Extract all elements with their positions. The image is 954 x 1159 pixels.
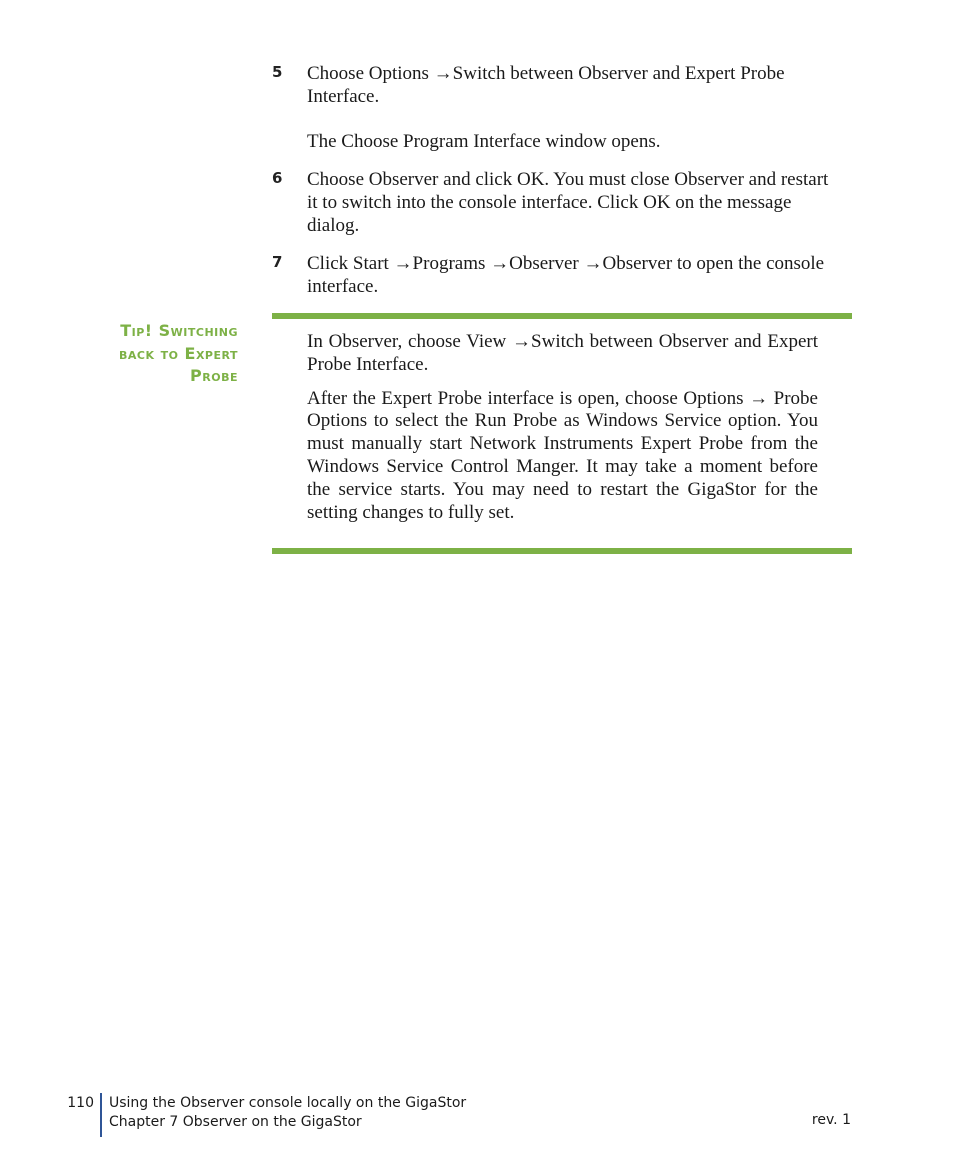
tip-bottom-rule <box>272 548 852 554</box>
tip-heading <box>60 320 238 388</box>
footer-divider <box>100 1093 102 1137</box>
tip-heading-line: Probe <box>190 366 238 385</box>
step-body <box>307 168 832 237</box>
revision-label: rev. 1 <box>811 1112 851 1128</box>
step-number: 7 <box>272 253 283 271</box>
tip-top-rule <box>272 313 852 319</box>
tip-heading-line: back to Expert <box>119 343 238 363</box>
page-footer <box>0 1093 954 1138</box>
tip-heading-line: Tip! Switching <box>120 321 238 340</box>
step-body <box>307 252 832 298</box>
tip-body <box>307 331 818 524</box>
tip-paragraph: In Observer, choose View →Switch between Observer and Expert Probe Interface. <box>307 331 818 375</box>
footer-chapter-title: Chapter 7 Observer on the GigaStor <box>109 1114 362 1130</box>
step-number: 6 <box>272 169 283 187</box>
step-text: Choose Observer and click OK. You must close Observer and restart it to switch into the console interface. Click OK on the message dialog. <box>307 169 829 236</box>
tip-paragraph: After the Expert Probe interface is open, choose Options → Probe Options to select the Run Probe as Windows Service option. You must manually start Network Instruments Expert Probe from the Windows Service Control Manger. It may take a moment before the service starts. You may need to restart the GigaStor for the setting changes to fully set. <box>307 387 818 523</box>
page-number: 110 <box>67 1095 94 1111</box>
step-text: Click Start →Programs →Observer →Observer to open the console interface. <box>307 253 825 297</box>
step-body <box>307 62 832 153</box>
footer-section-title: Using the Observer console locally on the GigaStor <box>109 1095 467 1111</box>
step-text: Choose Options →Switch between Observer and Expert Probe Interface. <box>307 63 785 107</box>
step-number: 5 <box>272 63 283 81</box>
step-result: The Choose Program Interface window opens. <box>307 131 661 152</box>
